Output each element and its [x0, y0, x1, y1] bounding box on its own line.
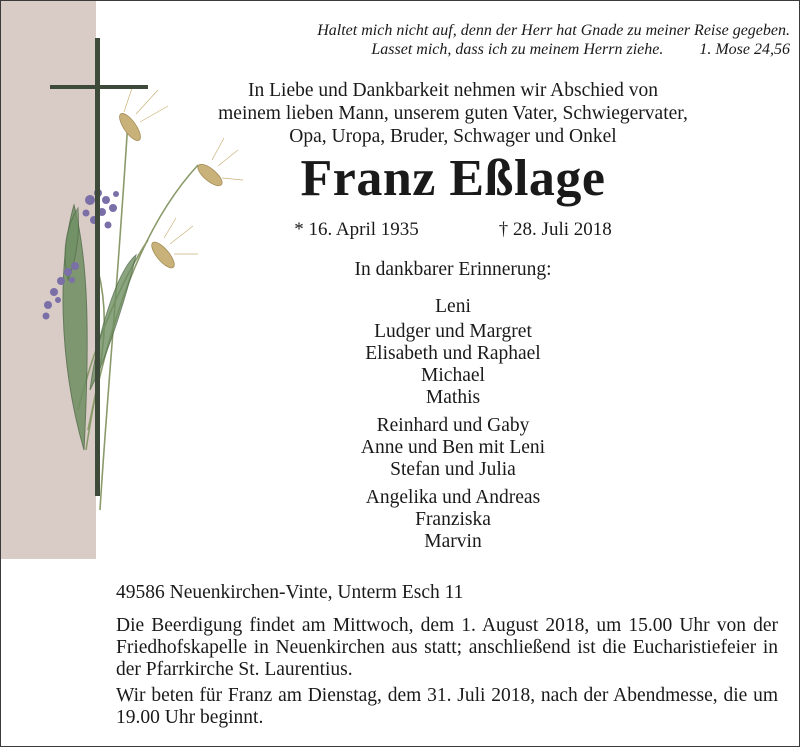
motto-line-1: Haltet mich nicht auf, denn der Herr hat Gnade zu meiner Reise gegeben. [317, 22, 790, 39]
family-member: Elisabeth und Raphael [365, 343, 541, 364]
family-member: Michael [421, 365, 485, 386]
family-member: Stefan und Julia [390, 459, 516, 480]
remembrance-heading: In dankbarer Erinnerung: [354, 259, 552, 280]
family-group-4 [120, 487, 786, 553]
family-member: Anne und Ben mit Leni [360, 437, 546, 458]
motto-line-2: Lasset mich, dass ich zu meinem Herrn ziehe. 1. Mose 24,56 [371, 41, 790, 58]
intro-line: In Liebe und Dankbarkeit nehmen wir Abschied von [248, 80, 658, 101]
death-date: † 28. Juli 2018 [498, 219, 612, 240]
family-member: Leni [435, 296, 471, 317]
family-member: Franziska [415, 509, 491, 530]
family-member: Ludger und Margret [374, 321, 532, 342]
family-member: Angelika und Andreas [365, 487, 541, 508]
intro-line: meinem lieben Mann, unserem guten Vater, Schwiegervater, [218, 103, 688, 124]
address: 49586 Neuenkirchen-Vinte, Unterm Esch 11 [116, 582, 464, 603]
family-group-3 [120, 415, 786, 481]
family-group-2 [120, 321, 786, 409]
family-group-1 [120, 296, 786, 318]
family-member: Marvin [424, 531, 482, 552]
life-dates [120, 218, 786, 242]
birth-date: * 16. April 1935 [294, 219, 419, 240]
deceased-name: Franz Eßlage [300, 150, 606, 207]
motto-reference: 1. Mose 24,56 [699, 41, 790, 58]
funeral-info: Die Beerdigung findet am Mittwoch, dem 1. August 2018, um 15.00 Uhr von der Friedhofskapelle in Neuenkirchen aus statt; anschließend ist die Eucharistiefeier in der Pfarrkirche St. Laurentius. [116, 615, 778, 680]
family-member: Reinhard und Gaby [376, 415, 530, 436]
family-member: Mathis [425, 387, 481, 408]
motto [200, 21, 790, 59]
intro-text [120, 79, 786, 148]
intro-line: Opa, Uropa, Bruder, Schwager und Onkel [289, 126, 617, 147]
prayer-info: Wir beten für Franz am Dienstag, dem 31. Juli 2018, nach der Abendmesse, die um 19.00 Uhr beginnt. [116, 685, 778, 728]
